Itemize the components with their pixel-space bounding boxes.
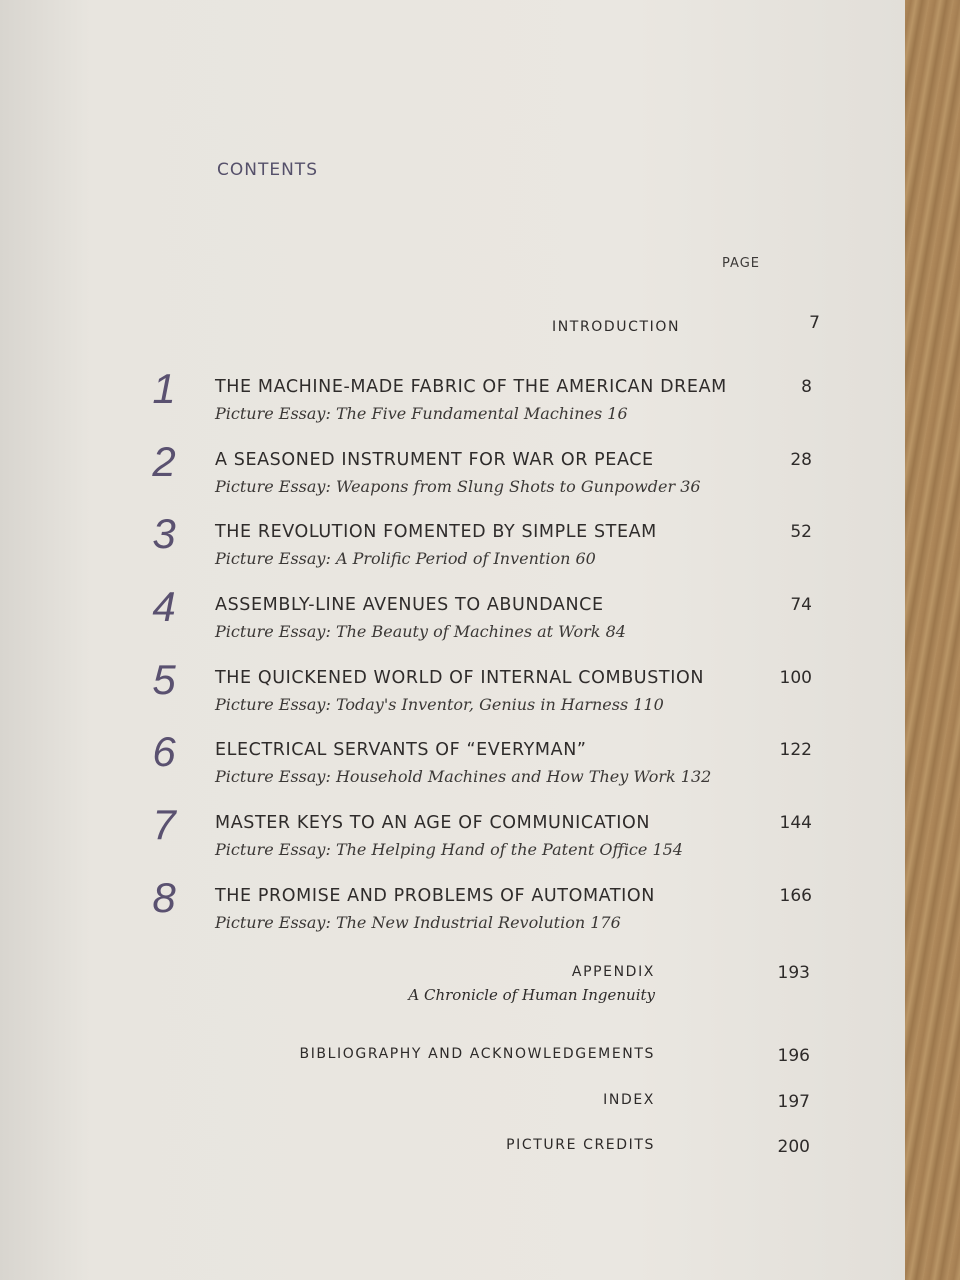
picture-essay: Picture Essay: The New Industrial Revolution 176 xyxy=(215,913,621,932)
chapter-number: 2 xyxy=(152,438,176,485)
chapter-entry xyxy=(0,728,905,800)
appendix-label: APPENDIX xyxy=(571,964,655,980)
chapter-title: MASTER KEYS TO AN AGE OF COMMUNICATION xyxy=(215,813,651,833)
index-label: INDEX xyxy=(603,1092,655,1108)
chapter-entry xyxy=(0,365,905,437)
chapter-title: THE MACHINE-MADE FABRIC OF THE AMERICAN DREAM xyxy=(215,377,727,397)
chapter-title: THE REVOLUTION FOMENTED BY SIMPLE STEAM xyxy=(215,522,657,542)
chapter-title: A SEASONED INSTRUMENT FOR WAR OR PEACE xyxy=(215,450,654,470)
picture-credits-label: PICTURE CREDITS xyxy=(506,1137,655,1153)
chapter-title: ELECTRICAL SERVANTS OF “EVERYMAN” xyxy=(215,740,587,760)
introduction-label: INTRODUCTION xyxy=(552,319,681,335)
contents-heading: CONTENTS xyxy=(217,160,318,180)
picture-essay: Picture Essay: Today's Inventor, Genius in Harness 110 xyxy=(215,695,664,714)
chapter-page: 8 xyxy=(801,377,812,397)
chapter-number: 8 xyxy=(152,874,176,921)
picture-credits-page: 200 xyxy=(777,1137,810,1157)
chapter-page: 166 xyxy=(779,886,812,906)
chapter-entry xyxy=(0,801,905,873)
chapter-page: 74 xyxy=(790,595,812,615)
chapter-number: 1 xyxy=(152,365,176,412)
picture-essay: Picture Essay: Household Machines and How They Work 132 xyxy=(215,767,712,786)
chapter-page: 144 xyxy=(779,813,812,833)
chapter-page: 52 xyxy=(790,522,812,542)
chapter-title: THE QUICKENED WORLD OF INTERNAL COMBUSTION xyxy=(215,668,705,688)
appendix-subtitle: A Chronicle of Human Ingenuity xyxy=(408,986,655,1004)
chapter-title: THE PROMISE AND PROBLEMS OF AUTOMATION xyxy=(215,886,655,906)
index-page: 197 xyxy=(777,1092,810,1112)
chapter-title: ASSEMBLY-LINE AVENUES TO ABUNDANCE xyxy=(215,595,604,615)
chapter-page: 28 xyxy=(790,450,812,470)
chapter-number: 5 xyxy=(152,656,176,703)
introduction-page: 7 xyxy=(809,313,820,333)
chapter-entry xyxy=(0,438,905,510)
chapter-entry xyxy=(0,874,905,946)
chapter-number: 6 xyxy=(152,728,176,775)
chapter-entry xyxy=(0,656,905,728)
chapter-entry xyxy=(0,583,905,655)
chapter-entry xyxy=(0,510,905,582)
wooden-table-edge xyxy=(905,0,960,1280)
bibliography-label: BIBLIOGRAPHY AND ACKNOWLEDGEMENTS xyxy=(299,1046,655,1062)
chapter-number: 3 xyxy=(152,510,176,557)
chapter-number: 4 xyxy=(152,583,176,630)
appendix-page: 193 xyxy=(777,963,810,983)
picture-essay: Picture Essay: The Five Fundamental Machines 16 xyxy=(215,404,628,423)
picture-essay: Picture Essay: The Helping Hand of the Patent Office 154 xyxy=(215,840,683,859)
picture-essay: Picture Essay: A Prolific Period of Invention 60 xyxy=(215,549,596,568)
page-column-heading: PAGE xyxy=(722,256,760,271)
picture-essay: Picture Essay: Weapons from Slung Shots to Gunpowder 36 xyxy=(215,477,701,496)
chapter-page: 100 xyxy=(779,668,812,688)
picture-essay: Picture Essay: The Beauty of Machines at Work 84 xyxy=(215,622,626,641)
bibliography-page: 196 xyxy=(777,1046,810,1066)
chapter-number: 7 xyxy=(152,801,176,848)
chapter-page: 122 xyxy=(779,740,812,760)
